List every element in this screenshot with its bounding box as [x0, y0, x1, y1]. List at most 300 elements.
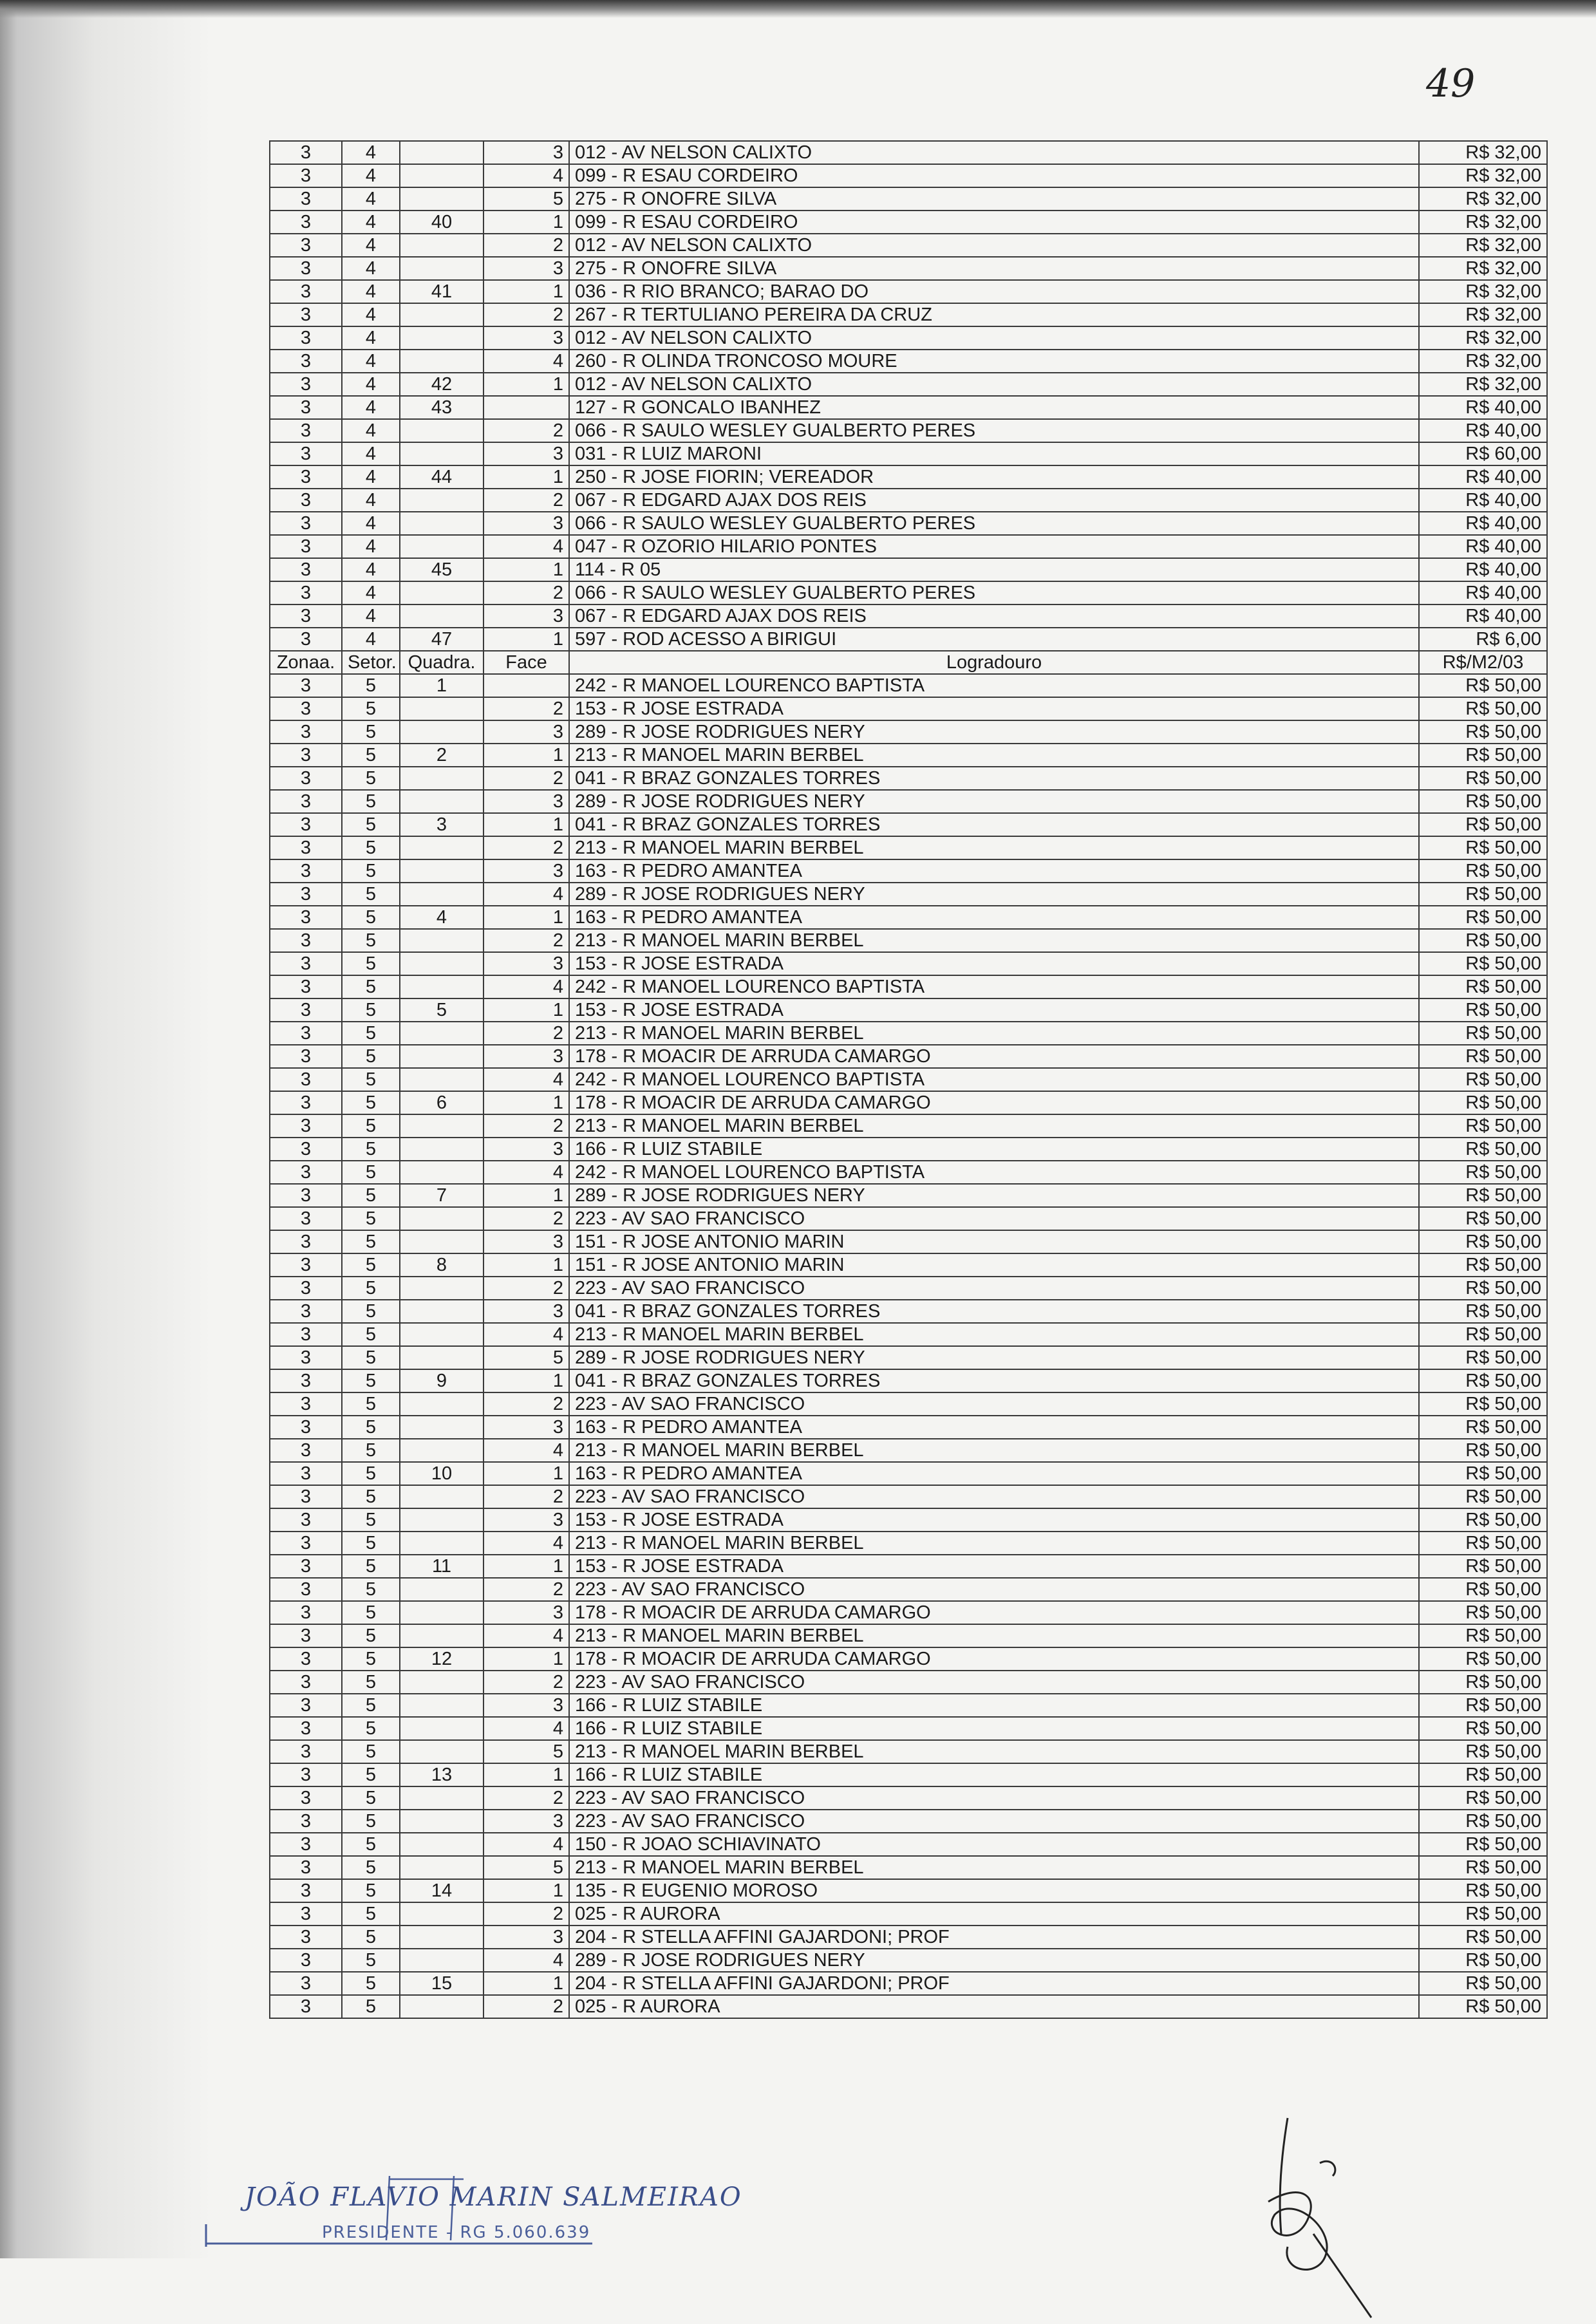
cell-setor: 4	[342, 350, 400, 373]
cell-logradouro: 213 - R MANOEL MARIN BERBEL	[569, 1323, 1419, 1346]
cell-quadra	[400, 326, 483, 350]
cell-zona: 3	[270, 1555, 342, 1578]
cell-quadra	[400, 419, 483, 442]
cell-logradouro: 041 - R BRAZ GONZALES TORRES	[569, 813, 1419, 836]
cell-valor: R$ 50,00	[1419, 1068, 1547, 1091]
header-row	[270, 651, 1547, 674]
cell-setor: 5	[342, 1624, 400, 1647]
cell-zona: 3	[270, 1184, 342, 1207]
cell-zona: 3	[270, 396, 342, 419]
table-row	[270, 975, 1547, 998]
table-row	[270, 1184, 1547, 1207]
cell-quadra	[400, 1902, 483, 1926]
cell-logradouro: 242 - R MANOEL LOURENCO BAPTISTA	[569, 975, 1419, 998]
cell-logradouro: 067 - R EDGARD AJAX DOS REIS	[569, 604, 1419, 628]
cell-setor: 4	[342, 581, 400, 604]
cell-zona: 3	[270, 836, 342, 859]
cell-logradouro: 289 - R JOSE RODRIGUES NERY	[569, 790, 1419, 813]
table-row	[270, 164, 1547, 187]
cell-logradouro: 041 - R BRAZ GONZALES TORRES	[569, 767, 1419, 790]
cell-face: 1	[483, 1972, 569, 1995]
table-row	[270, 1995, 1547, 2018]
cell-face: 2	[483, 1578, 569, 1601]
cell-logradouro: 025 - R AURORA	[569, 1902, 1419, 1926]
cell-setor: 5	[342, 1995, 400, 2018]
cell-logradouro: 127 - R GONCALO IBANHEZ	[569, 396, 1419, 419]
cell-logradouro: 041 - R BRAZ GONZALES TORRES	[569, 1300, 1419, 1323]
cell-face: 3	[483, 859, 569, 883]
cell-setor: 4	[342, 280, 400, 303]
stamp-president-name: JOÃO FLAVIO MARIN SALMEIRAO	[245, 2182, 742, 2212]
cell-face: 4	[483, 1068, 569, 1091]
header-setor: Setor.	[342, 651, 400, 674]
table-row	[270, 674, 1547, 697]
cell-quadra	[400, 1230, 483, 1253]
cell-face: 3	[483, 1508, 569, 1532]
cell-valor: R$ 50,00	[1419, 1647, 1547, 1671]
cell-zona: 3	[270, 1786, 342, 1810]
cell-setor: 5	[342, 1833, 400, 1856]
cell-logradouro: 153 - R JOSE ESTRADA	[569, 952, 1419, 975]
cell-valor: R$ 50,00	[1419, 1532, 1547, 1555]
cell-valor: R$ 50,00	[1419, 883, 1547, 906]
cell-setor: 5	[342, 952, 400, 975]
cell-zona: 3	[270, 1926, 342, 1949]
table-row	[270, 1323, 1547, 1346]
cell-valor: R$ 50,00	[1419, 1207, 1547, 1230]
table-row	[270, 1277, 1547, 1300]
cell-zona: 3	[270, 1508, 342, 1532]
cell-zona: 3	[270, 1114, 342, 1138]
cell-face: 5	[483, 1346, 569, 1369]
cell-setor: 4	[342, 419, 400, 442]
table-row	[270, 280, 1547, 303]
cell-setor: 5	[342, 674, 400, 697]
cell-zona: 3	[270, 1578, 342, 1601]
cell-valor: R$ 40,00	[1419, 558, 1547, 581]
cell-setor: 5	[342, 1763, 400, 1786]
land-value-table	[269, 140, 1548, 2019]
cell-quadra	[400, 512, 483, 535]
cell-logradouro: 166 - R LUIZ STABILE	[569, 1694, 1419, 1717]
cell-zona: 3	[270, 744, 342, 767]
header-quadra: Quadra.	[400, 651, 483, 674]
cell-quadra	[400, 1995, 483, 2018]
cell-logradouro: 289 - R JOSE RODRIGUES NERY	[569, 883, 1419, 906]
cell-valor: R$ 50,00	[1419, 697, 1547, 720]
cell-valor: R$ 50,00	[1419, 1277, 1547, 1300]
cell-face: 2	[483, 1485, 569, 1508]
cell-face: 2	[483, 581, 569, 604]
cell-quadra	[400, 1810, 483, 1833]
cell-setor: 5	[342, 1439, 400, 1462]
cell-setor: 5	[342, 1717, 400, 1740]
cell-valor: R$ 50,00	[1419, 836, 1547, 859]
cell-zona: 3	[270, 280, 342, 303]
cell-logradouro: 163 - R PEDRO AMANTEA	[569, 906, 1419, 929]
cell-setor: 4	[342, 558, 400, 581]
cell-face: 4	[483, 975, 569, 998]
cell-valor: R$ 50,00	[1419, 1230, 1547, 1253]
cell-valor: R$ 50,00	[1419, 1508, 1547, 1532]
table-row	[270, 1045, 1547, 1068]
cell-zona: 3	[270, 883, 342, 906]
header-logradouro: Logradouro	[569, 651, 1419, 674]
cell-setor: 5	[342, 1369, 400, 1392]
cell-logradouro: 153 - R JOSE ESTRADA	[569, 1555, 1419, 1578]
cell-setor: 5	[342, 1694, 400, 1717]
cell-valor: R$ 40,00	[1419, 581, 1547, 604]
cell-quadra: 3	[400, 813, 483, 836]
cell-quadra	[400, 1485, 483, 1508]
cell-quadra	[400, 257, 483, 280]
cell-valor: R$ 40,00	[1419, 419, 1547, 442]
cell-logradouro: 067 - R EDGARD AJAX DOS REIS	[569, 489, 1419, 512]
cell-face: 1	[483, 628, 569, 651]
cell-quadra: 47	[400, 628, 483, 651]
cell-quadra	[400, 1068, 483, 1091]
table-row	[270, 859, 1547, 883]
cell-valor: R$ 50,00	[1419, 1555, 1547, 1578]
cell-quadra	[400, 1949, 483, 1972]
table-row	[270, 1439, 1547, 1462]
cell-valor: R$ 40,00	[1419, 535, 1547, 558]
cell-face: 4	[483, 350, 569, 373]
cell-face: 2	[483, 1207, 569, 1230]
cell-quadra	[400, 1671, 483, 1694]
cell-logradouro: 223 - AV SAO FRANCISCO	[569, 1786, 1419, 1810]
cell-quadra	[400, 1926, 483, 1949]
table-row	[270, 396, 1547, 419]
cell-setor: 5	[342, 1926, 400, 1949]
cell-quadra: 6	[400, 1091, 483, 1114]
cell-valor: R$ 50,00	[1419, 1416, 1547, 1439]
table-row	[270, 303, 1547, 326]
cell-valor: R$ 50,00	[1419, 720, 1547, 744]
table-row	[270, 1230, 1547, 1253]
cell-face: 1	[483, 744, 569, 767]
cell-zona: 3	[270, 1972, 342, 1995]
cell-logradouro: 012 - AV NELSON CALIXTO	[569, 234, 1419, 257]
cell-logradouro: 223 - AV SAO FRANCISCO	[569, 1485, 1419, 1508]
cell-quadra: 12	[400, 1647, 483, 1671]
table-row	[270, 1972, 1547, 1995]
cell-face: 1	[483, 1555, 569, 1578]
cell-zona: 3	[270, 1462, 342, 1485]
table-row	[270, 1138, 1547, 1161]
cell-setor: 5	[342, 744, 400, 767]
cell-face: 1	[483, 1091, 569, 1114]
cell-zona: 3	[270, 1740, 342, 1763]
cell-face: 4	[483, 1949, 569, 1972]
cell-face: 4	[483, 164, 569, 187]
cell-zona: 3	[270, 1833, 342, 1856]
cell-zona: 3	[270, 558, 342, 581]
cell-logradouro: 223 - AV SAO FRANCISCO	[569, 1392, 1419, 1416]
cell-face: 3	[483, 1694, 569, 1717]
cell-logradouro: 025 - R AURORA	[569, 1995, 1419, 2018]
cell-face: 3	[483, 720, 569, 744]
cell-face: 2	[483, 1995, 569, 2018]
cell-valor: R$ 50,00	[1419, 1995, 1547, 2018]
cell-quadra	[400, 1601, 483, 1624]
cell-face: 1	[483, 211, 569, 234]
cell-zona: 3	[270, 1439, 342, 1462]
cell-face: 1	[483, 1369, 569, 1392]
table-row	[270, 1369, 1547, 1392]
cell-face: 3	[483, 1300, 569, 1323]
cell-quadra	[400, 952, 483, 975]
table-row	[270, 1647, 1547, 1671]
cell-zona: 3	[270, 767, 342, 790]
cell-face	[483, 674, 569, 697]
cell-zona: 3	[270, 1879, 342, 1902]
cell-face: 1	[483, 373, 569, 396]
cell-face: 1	[483, 813, 569, 836]
cell-valor: R$ 50,00	[1419, 1879, 1547, 1902]
cell-valor: R$ 40,00	[1419, 465, 1547, 489]
cell-quadra	[400, 1138, 483, 1161]
cell-quadra	[400, 1532, 483, 1555]
cell-face: 3	[483, 1045, 569, 1068]
cell-quadra: 11	[400, 1555, 483, 1578]
cell-setor: 5	[342, 1045, 400, 1068]
table-row	[270, 1532, 1547, 1555]
cell-zona: 3	[270, 1300, 342, 1323]
cell-zona: 3	[270, 211, 342, 234]
cell-setor: 5	[342, 1555, 400, 1578]
cell-logradouro: 260 - R OLINDA TRONCOSO MOURE	[569, 350, 1419, 373]
cell-quadra	[400, 1786, 483, 1810]
cell-logradouro: 213 - R MANOEL MARIN BERBEL	[569, 1532, 1419, 1555]
cell-zona: 3	[270, 1045, 342, 1068]
cell-setor: 5	[342, 697, 400, 720]
cell-quadra	[400, 929, 483, 952]
table-row	[270, 581, 1547, 604]
cell-logradouro: 213 - R MANOEL MARIN BERBEL	[569, 1022, 1419, 1045]
cell-quadra	[400, 234, 483, 257]
cell-quadra: 45	[400, 558, 483, 581]
table-row	[270, 952, 1547, 975]
table-row	[270, 1856, 1547, 1879]
cell-quadra	[400, 303, 483, 326]
cell-setor: 4	[342, 303, 400, 326]
cell-quadra	[400, 1207, 483, 1230]
cell-logradouro: 012 - AV NELSON CALIXTO	[569, 326, 1419, 350]
cell-valor: R$ 50,00	[1419, 1138, 1547, 1161]
cell-zona: 3	[270, 697, 342, 720]
cell-logradouro: 153 - R JOSE ESTRADA	[569, 697, 1419, 720]
cell-valor: R$ 50,00	[1419, 1253, 1547, 1277]
cell-valor: R$ 50,00	[1419, 1810, 1547, 1833]
cell-zona: 3	[270, 1624, 342, 1647]
cell-valor: R$ 50,00	[1419, 1717, 1547, 1740]
cell-logradouro: 204 - R STELLA AFFINI GAJARDONI; PROF	[569, 1972, 1419, 1995]
cell-setor: 5	[342, 1300, 400, 1323]
cell-face: 3	[483, 257, 569, 280]
cell-zona: 3	[270, 1485, 342, 1508]
cell-valor: R$ 32,00	[1419, 373, 1547, 396]
cell-quadra	[400, 1045, 483, 1068]
cell-valor: R$ 32,00	[1419, 234, 1547, 257]
cell-logradouro: 066 - R SAULO WESLEY GUALBERTO PERES	[569, 581, 1419, 604]
cell-logradouro: 151 - R JOSE ANTONIO MARIN	[569, 1230, 1419, 1253]
table-row	[270, 1022, 1547, 1045]
table-row	[270, 1763, 1547, 1786]
cell-zona: 3	[270, 998, 342, 1022]
cell-quadra	[400, 767, 483, 790]
cell-valor: R$ 50,00	[1419, 813, 1547, 836]
cell-setor: 4	[342, 628, 400, 651]
cell-quadra	[400, 859, 483, 883]
cell-zona: 3	[270, 419, 342, 442]
cell-valor: R$ 32,00	[1419, 326, 1547, 350]
cell-quadra	[400, 442, 483, 465]
cell-face: 3	[483, 512, 569, 535]
table-row	[270, 1253, 1547, 1277]
cell-face: 4	[483, 1717, 569, 1740]
cell-logradouro: 099 - R ESAU CORDEIRO	[569, 164, 1419, 187]
cell-quadra	[400, 1439, 483, 1462]
cell-zona: 3	[270, 604, 342, 628]
cell-quadra	[400, 836, 483, 859]
cell-zona: 3	[270, 906, 342, 929]
cell-logradouro: 289 - R JOSE RODRIGUES NERY	[569, 720, 1419, 744]
cell-quadra: 41	[400, 280, 483, 303]
cell-zona: 3	[270, 581, 342, 604]
cell-face: 1	[483, 465, 569, 489]
table-row	[270, 535, 1547, 558]
cell-valor: R$ 32,00	[1419, 187, 1547, 211]
cell-logradouro: 267 - R TERTULIANO PEREIRA DA CRUZ	[569, 303, 1419, 326]
cell-face: 4	[483, 1161, 569, 1184]
cell-face: 3	[483, 1601, 569, 1624]
cell-logradouro: 213 - R MANOEL MARIN BERBEL	[569, 1740, 1419, 1763]
cell-quadra: 4	[400, 906, 483, 929]
cell-valor: R$ 50,00	[1419, 744, 1547, 767]
cell-zona: 3	[270, 1532, 342, 1555]
cell-setor: 4	[342, 535, 400, 558]
cell-logradouro: 213 - R MANOEL MARIN BERBEL	[569, 1624, 1419, 1647]
cell-face: 2	[483, 1902, 569, 1926]
stamp-president-title: PRESIDENTE - RG 5.060.639	[322, 2223, 591, 2242]
cell-valor: R$ 50,00	[1419, 998, 1547, 1022]
cell-logradouro: 289 - R JOSE RODRIGUES NERY	[569, 1949, 1419, 1972]
cell-setor: 5	[342, 1485, 400, 1508]
table-row	[270, 604, 1547, 628]
cell-face: 2	[483, 303, 569, 326]
cell-valor: R$ 50,00	[1419, 1972, 1547, 1995]
cell-valor: R$ 50,00	[1419, 674, 1547, 697]
cell-quadra	[400, 1694, 483, 1717]
cell-face: 1	[483, 1184, 569, 1207]
table-row	[270, 1717, 1547, 1740]
cell-zona: 3	[270, 720, 342, 744]
cell-logradouro: 250 - R JOSE FIORIN; VEREADOR	[569, 465, 1419, 489]
table-row	[270, 744, 1547, 767]
cell-face: 3	[483, 1810, 569, 1833]
cell-valor: R$ 50,00	[1419, 1091, 1547, 1114]
cell-zona: 3	[270, 1230, 342, 1253]
cell-setor: 4	[342, 257, 400, 280]
cell-zona: 3	[270, 1138, 342, 1161]
cell-setor: 4	[342, 211, 400, 234]
cell-valor: R$ 50,00	[1419, 952, 1547, 975]
cell-zona: 3	[270, 489, 342, 512]
cell-logradouro: 166 - R LUIZ STABILE	[569, 1717, 1419, 1740]
cell-quadra	[400, 1346, 483, 1369]
cell-setor: 5	[342, 1207, 400, 1230]
cell-valor: R$ 50,00	[1419, 1740, 1547, 1763]
table-row	[270, 1833, 1547, 1856]
table-body-sector-5	[270, 674, 1547, 2018]
cell-valor: R$ 50,00	[1419, 1856, 1547, 1879]
table-row	[270, 512, 1547, 535]
cell-valor: R$ 50,00	[1419, 1926, 1547, 1949]
cell-face: 3	[483, 1138, 569, 1161]
cell-face: 5	[483, 1856, 569, 1879]
cell-valor: R$ 50,00	[1419, 1833, 1547, 1856]
cell-quadra	[400, 489, 483, 512]
cell-zona: 3	[270, 1601, 342, 1624]
cell-valor: R$ 50,00	[1419, 1346, 1547, 1369]
table-row	[270, 1671, 1547, 1694]
cell-setor: 5	[342, 1068, 400, 1091]
header-valor: R$/M2/03	[1419, 651, 1547, 674]
cell-zona: 3	[270, 1091, 342, 1114]
cell-setor: 4	[342, 442, 400, 465]
table-row	[270, 1879, 1547, 1902]
cell-setor: 5	[342, 1601, 400, 1624]
cell-face: 1	[483, 280, 569, 303]
cell-logradouro: 213 - R MANOEL MARIN BERBEL	[569, 1856, 1419, 1879]
cell-face: 2	[483, 767, 569, 790]
cell-face: 2	[483, 1786, 569, 1810]
cell-setor: 5	[342, 906, 400, 929]
cell-zona: 3	[270, 1207, 342, 1230]
cell-zona: 3	[270, 1717, 342, 1740]
cell-quadra	[400, 604, 483, 628]
scan-top-edge	[0, 0, 1596, 18]
cell-face: 4	[483, 1833, 569, 1856]
cell-valor: R$ 40,00	[1419, 396, 1547, 419]
cell-face: 2	[483, 1022, 569, 1045]
cell-logradouro: 036 - R RIO BRANCO; BARAO DO	[569, 280, 1419, 303]
table-row	[270, 1462, 1547, 1485]
cell-logradouro: 099 - R ESAU CORDEIRO	[569, 211, 1419, 234]
cell-valor: R$ 50,00	[1419, 1300, 1547, 1323]
cell-quadra	[400, 1416, 483, 1439]
cell-quadra	[400, 581, 483, 604]
cell-quadra: 42	[400, 373, 483, 396]
cell-valor: R$ 50,00	[1419, 906, 1547, 929]
cell-quadra	[400, 1856, 483, 1879]
cell-logradouro: 213 - R MANOEL MARIN BERBEL	[569, 836, 1419, 859]
cell-valor: R$ 60,00	[1419, 442, 1547, 465]
cell-valor: R$ 50,00	[1419, 1624, 1547, 1647]
cell-setor: 5	[342, 1578, 400, 1601]
cell-valor: R$ 50,00	[1419, 1045, 1547, 1068]
cell-logradouro: 213 - R MANOEL MARIN BERBEL	[569, 929, 1419, 952]
cell-valor: R$ 6,00	[1419, 628, 1547, 651]
cell-quadra	[400, 883, 483, 906]
cell-zona: 3	[270, 628, 342, 651]
cell-quadra: 2	[400, 744, 483, 767]
table-row	[270, 720, 1547, 744]
table-row	[270, 1810, 1547, 1833]
cell-face: 5	[483, 187, 569, 211]
table-row	[270, 1346, 1547, 1369]
